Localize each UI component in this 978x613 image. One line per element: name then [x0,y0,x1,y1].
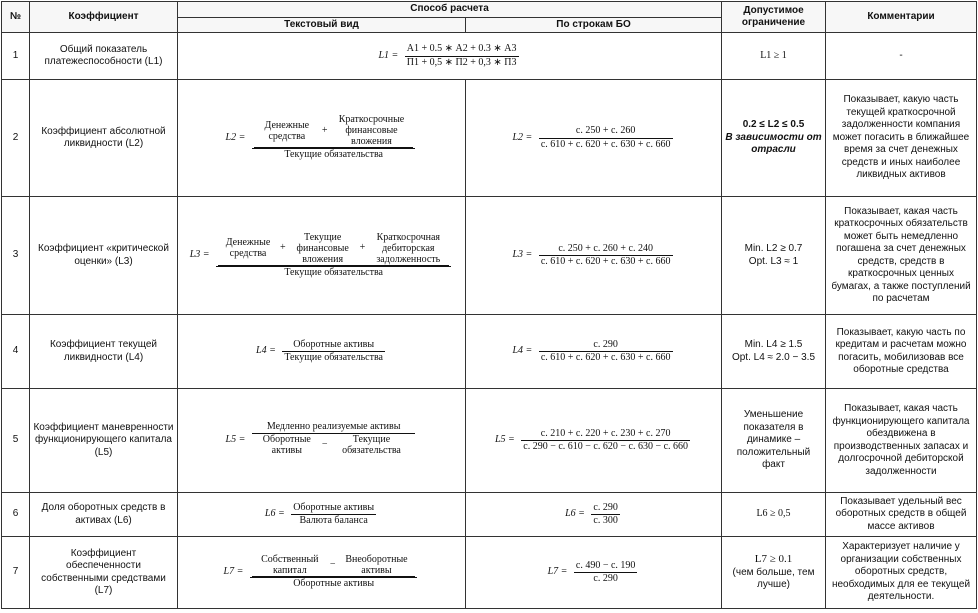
formula-bo [466,389,722,493]
formula-numerator: А1 + 0.5 ∗ А2 + 0.3 ∗ А3 [406,43,517,54]
limit-min: Min. L4 ≥ 1.5 [744,339,803,350]
formula-fraction [282,339,385,365]
formula-fraction [539,125,673,151]
table-row [2,537,977,609]
term-b: Текущие обязательства [342,434,401,456]
formula-lhs: L5 = [225,434,246,446]
formula-lhs: L7 = [223,566,244,578]
formula-text [178,315,466,389]
formula-text [178,197,466,315]
formula-text [178,537,466,609]
comment: Характеризует наличие у организации собственных оборотных средств, необходимых для ее текущей деятельности. [826,537,977,609]
formula-general [178,33,722,80]
row-number: 7 [2,537,30,609]
row-number: 2 [2,80,30,197]
term-a: Денежные средства [254,114,320,148]
formula-text [178,389,466,493]
formula-denominator: с. 610 + с. 620 + с. 630 + с. 660 [540,138,671,150]
formula-numerator: с. 490 − с. 190 [575,559,636,571]
formula-numerator: Медленно реализуемые активы [252,421,416,434]
header-coefficient: Коэффициент [30,2,178,33]
table-row [2,33,977,80]
limit-note: (чем больше, тем лучше) [732,566,815,591]
header-by-lines: По строкам БО [466,17,722,33]
coefficient-name: Коэффициент обеспеченности собственными средствами (L7) [30,537,178,609]
coefficient-name: Коэффициент «критической оценки» (L3) [30,197,178,315]
term-c: Краткосрочная дебиторская задолженность [367,232,449,266]
limit-cell [722,537,826,609]
formula-fraction [250,554,418,591]
formula-fraction [574,560,638,586]
minus-sign: − [328,554,338,577]
coefficients-table [1,1,977,609]
limit-cell [722,315,826,389]
formula-fraction [252,421,416,461]
limit-value: L1 ≥ 1 [722,33,826,80]
coefficient-name: Коэффициент маневренности функционирующего капитала (L5) [30,389,178,493]
coefficient-name: Коэффициент абсолютной ликвидности (L2) [30,80,178,197]
term-b: Краткосрочные финансовые вложения [329,114,413,148]
limit-value: 0.2 ≤ L2 ≤ 0.5 [742,119,805,131]
header-text-view: Текстовый вид [178,17,466,33]
table-row [2,197,977,315]
formula-lhs: L2 = [512,131,533,143]
row-number: 4 [2,315,30,389]
formula-fraction [521,428,690,454]
limit-opt: Opt. L3 ≈ 1 [748,255,799,267]
minus-sign: − [321,438,328,450]
formula-fraction [252,114,416,162]
formula-denominator: Валюта баланса [299,515,368,526]
comment: Показывает, какую часть по кредитам и расчетам можно погасить, мобилизовав все оборотные средства [826,315,977,389]
formula-denominator: Текущие обязательства [284,149,383,161]
term-a: Денежные средства [218,232,278,266]
table-row [2,389,977,493]
formula-denominator: с. 290 − с. 610 − с. 620 − с. 630 − с. 660 [523,441,689,452]
formula-fraction [539,339,673,365]
header-limit: Допустимое ограничение [722,2,826,33]
formula-numerator: с. 250 + с. 260 [539,125,673,138]
formula-lhs: L4 = [256,345,276,357]
formula-denominator: с. 300 [593,515,618,526]
comment: Показывает, какая часть краткосрочных обязательств может быть немедленно погашена за счет денежных средств, средств в краткосрочных ценных бумагах, а также поступлений по расчетам [826,197,977,315]
row-number: 5 [2,389,30,493]
formula-lhs: L5 = [494,434,515,446]
row-number: 1 [2,33,30,80]
formula-lhs: L6 = [565,508,585,520]
comment: - [826,33,977,80]
coefficient-name: Коэффициент текущей ликвидности (L4) [30,315,178,389]
formula-numerator: с. 290 [539,339,673,352]
header-comments: Комментарии [826,2,977,33]
formula-fraction [216,232,451,280]
header-method: Способ расчета [178,2,722,18]
formula-lhs: L1 = [378,49,399,61]
formula-text [178,80,466,197]
formula-denominator: Оборотные активы [293,578,375,590]
comment: Показывает, какая часть функционирующего капитала обездвижена в производственных запасах и долгосрочной дебиторской задолженности [826,389,977,493]
header-row-1 [2,2,977,18]
formula-numerator: Оборотные активы [293,501,375,513]
limit-opt: Opt. L4 ≈ 2.0 − 3.5 [731,351,816,363]
row-number: 3 [2,197,30,315]
plus-sign: + [320,114,330,148]
formula-lhs: L3 = [189,249,210,261]
table-row [2,80,977,197]
formula-denominator: с. 610 + с. 620 + с. 630 + с. 660 [540,256,671,267]
formula-text [178,493,466,537]
term-a: Собственный капитал [252,554,328,577]
table-row [2,493,977,537]
limit-note: В зависимости от отрасли [725,131,822,156]
coefficient-name: Общий показатель платежеспособности (L1) [30,33,178,80]
limit-value: Уменьшение показателя в динамике – положительный факт [722,389,826,493]
formula-bo [466,493,722,537]
limit-cell [722,197,826,315]
term-b: Внеоборотные активы [337,554,415,577]
formula-fraction [539,243,673,269]
formula-bo [466,80,722,197]
comment: Показывает удельный вес оборотных средств в общей массе активов [826,493,977,537]
formula-numerator: с. 290 [593,501,618,513]
formula-denominator: с. 610 + с. 620 + с. 630 + с. 660 [540,352,671,363]
formula-denominator: с. 290 [593,573,618,584]
comment: Показывает, какую часть текущей краткосрочной задолженности компания может погасить в ближайшее время за счет денежных средств и иных наиболее ликвидных активов [826,80,977,197]
formula-lhs: L6 = [264,508,285,520]
plus-sign: + [358,232,368,266]
formula-fraction [591,502,619,528]
limit-value: L7 ≥ 0.1 [754,553,793,566]
formula-lhs: L2 = [225,131,246,143]
formula-bo [466,537,722,609]
coefficient-name: Доля оборотных средств в активах (L6) [30,493,178,537]
formula-bo [466,315,722,389]
formula-lhs: L4 = [512,345,533,357]
term-b: Текущие финансовые вложения [288,232,358,266]
limit-cell [722,80,826,197]
formula-fraction [291,502,376,528]
formula-numerator: с. 250 + с. 260 + с. 240 [539,243,673,256]
formula-bo [466,197,722,315]
term-a: Оборотные активы [262,434,311,456]
formula-denominator: Текущие обязательства [284,352,383,363]
formula-numerator: Оборотные активы [282,339,385,352]
row-number: 6 [2,493,30,537]
formula-lhs: L7 = [547,566,568,578]
formula-numerator: с. 210 + с. 220 + с. 230 + с. 270 [521,428,690,441]
plus-sign: + [278,232,288,266]
formula-lhs: L3 = [512,249,533,261]
limit-value: L6 ≥ 0,5 [722,493,826,537]
table-row [2,315,977,389]
formula-fraction [405,43,519,69]
header-num: № [2,2,30,33]
formula-denominator: Текущие обязательства [284,266,383,278]
formula-denominator: П1 + 0,5 ∗ П2 + 0,3 ∗ П3 [406,56,517,68]
limit-min: Min. L2 ≥ 0.7 [744,243,803,254]
